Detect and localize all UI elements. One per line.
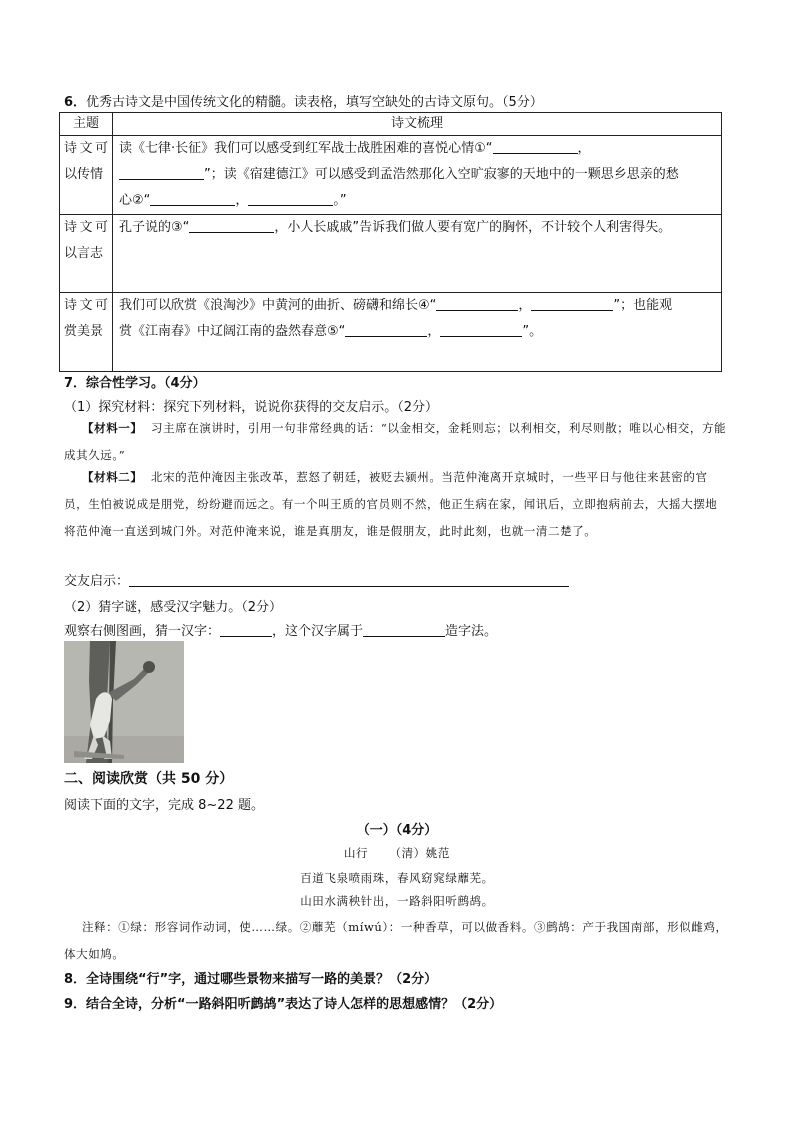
answer-blank[interactable] bbox=[189, 218, 274, 233]
answer-blank[interactable] bbox=[220, 622, 272, 637]
question-7-sub2: （2）猜字谜，感受汉字魅力。（2分） bbox=[64, 600, 283, 615]
row-theme: 诗文可以传情 bbox=[60, 136, 113, 215]
person-leaning-on-tree-illustration bbox=[64, 641, 184, 763]
answer-blank[interactable] bbox=[129, 572, 569, 587]
part-1-title: （一）（4分） bbox=[356, 823, 438, 838]
row-theme: 诗文可赏美景 bbox=[60, 293, 113, 372]
answer-blank[interactable] bbox=[119, 165, 204, 180]
table-row bbox=[60, 136, 722, 215]
answer-blank[interactable] bbox=[436, 296, 518, 311]
riddle-line: 观察右侧图画，猜一汉字： ，这个汉字属于 造字法。 bbox=[64, 624, 498, 639]
section-2-intro: 阅读下面的文字，完成 8~22 题。 bbox=[64, 798, 264, 813]
answer-blank[interactable] bbox=[150, 191, 235, 206]
answer-blank[interactable] bbox=[363, 622, 445, 637]
material-2: 【材料二】 北宋的范仲淹因主张改革，惹怒了朝廷，被贬去颍州。当范仲淹离开京城时，一些平日与他往来甚密的官员，生怕被说成是朋党，纷纷避而远之。有一个叫王质的官员则不然，他正生病在家，闻讯后，立即抱病前去，大摇大摆地将范仲淹一直送到城门外。对范仲淹来说，谁是真朋友，谁是假朋友，此时此刻，也就一清二楚了。 bbox=[64, 470, 718, 538]
material-1: 【材料一】 习主席在演讲时，引用一句非常经典的话：“以金相交，金耗则忘；以利相交，利尽则散；唯以心相交，方能成其久远。” bbox=[64, 421, 727, 462]
row-content: 我们可以欣赏《浪淘沙》中黄河的曲折、磅礴和绵长④“ ， ”；也能观 赏《江南春》中辽阔江南的盎然春意⑤“ ， ”。 bbox=[113, 293, 722, 372]
row-theme: 诗文可以言志 bbox=[60, 215, 113, 293]
poem-notes: 注释：①绿：形容词作动词，使……绿。②蘼芜（míwú）：一种香草，可以做香料。③鹧鸪：产于我国南部，形似雌鸡，体大如鸠。 bbox=[64, 920, 728, 961]
table-row bbox=[60, 215, 722, 293]
answer-line-row: 交友启示： bbox=[64, 570, 569, 589]
poetry-table bbox=[59, 112, 722, 372]
answer-blank[interactable] bbox=[345, 322, 427, 337]
poem-line-2: 山田水满秧针出，一路斜阳听鹧鸪。 bbox=[300, 894, 494, 908]
answer-blank[interactable] bbox=[440, 322, 522, 337]
question-8: 8．全诗围绕“行”字，通过哪些景物来描写一路的美景？（2分） bbox=[64, 972, 438, 987]
row-content: 孔子说的③“ ，小人长戚戚”告诉我们做人要有宽广的胸怀，不计较个人利害得失。 bbox=[113, 215, 722, 293]
answer-blank[interactable] bbox=[248, 191, 333, 206]
row-content: 读《七律·长征》我们可以感受到红军战士战胜困难的喜悦心情①“ ， ”；读《宿建德江》可以感受到孟浩然那化入空旷寂寥的天地中的一颗思乡思亲的愁 心②“ ， 。” bbox=[113, 136, 722, 215]
question-7-title: 7．综合性学习。（4分） bbox=[64, 376, 206, 391]
question-9: 9．结合全诗，分析“一路斜阳听鹧鸪”表达了诗人怎样的思想感情？（2分） bbox=[64, 997, 503, 1012]
table-header-row bbox=[60, 113, 722, 136]
header-content: 诗文梳理 bbox=[113, 113, 722, 136]
section-2-title: 二、阅读欣赏（共 50 分） bbox=[64, 771, 234, 787]
question-6-title: 6．优秀古诗文是中国传统文化的精髓。读表格，填写空缺处的古诗文原句。（5分） bbox=[64, 95, 543, 110]
answer-blank[interactable] bbox=[493, 139, 578, 154]
table-row bbox=[60, 293, 722, 372]
poem-line-1: 百道飞泉喷雨珠，春风窈窕绿蘼芜。 bbox=[300, 871, 494, 885]
question-7-sub1: （1）探究材料：探究下列材料，说说你获得的交友启示。（2分） bbox=[64, 400, 439, 415]
answer-blank[interactable] bbox=[531, 296, 613, 311]
poem-heading: 山行 （清）姚范 bbox=[344, 846, 450, 860]
header-theme: 主题 bbox=[60, 113, 113, 136]
riddle-image bbox=[64, 641, 184, 763]
